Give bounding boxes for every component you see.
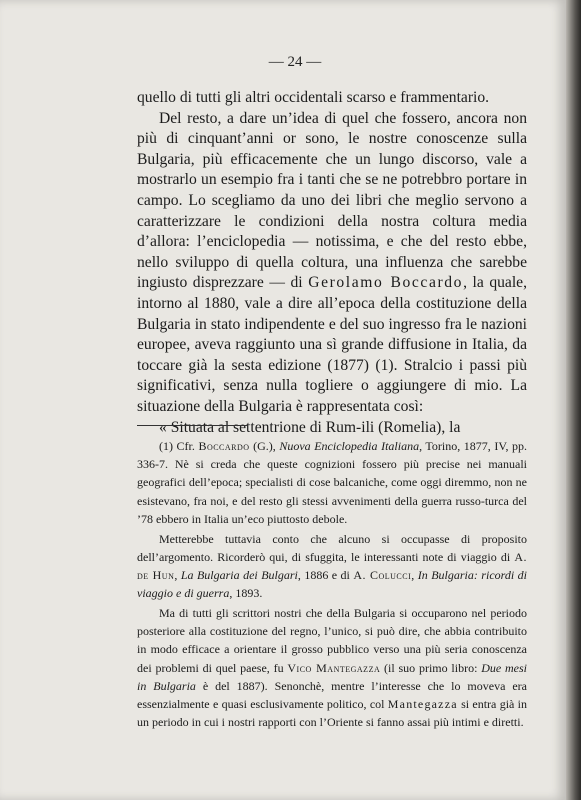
footnote-2-text-c: , 1886 e di [297,568,354,583]
footnote-1-author: Boccardo [198,439,250,453]
footnote-3-text-c: è del 1887). Senonchè, mentre l’interesse che lo moveva era essenzialmente e quasi esclusivamente politico, col [137,678,527,712]
footnote-1-text-b: (G.), [249,439,280,453]
footnote-3-text-b: (il suo primo libro: [380,660,482,675]
footnote-3-title: Due mesi in Bulgaria [137,660,527,693]
footnote-2-title-2: In Bulgaria: ricordi di viaggio e di guerra [137,568,527,601]
footnote-2-text-d: , [411,568,418,583]
footnote-3-name: Mantegazza [387,697,458,712]
page-number: — 24 — [268,54,322,70]
footnote-3-author: Vico Mantegazza [287,660,381,675]
author-name-boccardo: Gerolamo Boccardo [308,274,464,292]
paragraph-2-text-b: , la quale, intorno al 1880, vale a dire all’epoca della costituzione della Bulgaria in stato indipendente e del suo ingresso fra le nazioni europee, aveva raggiunto una sì grande diffusione in Italia, da toccare già la sesta edizione (1877) (1). Stralcio i passi più significativi, senza nulla togliere o aggiungere di mio. La situazione della Bulgaria è rappresentata così: [137,274,527,415]
paragraph-3: « Situata al settentrione di Rum-ili (Romelia), la [159,418,461,436]
footnotes [137,437,527,731]
footnote-2-text-b: , [174,568,181,583]
footnote-divider [137,425,247,426]
paragraph-2 [137,109,527,418]
footnote-2-text-e: , 1893. [229,586,263,601]
paragraph-2-text-a: Del resto, a dare un’idea di quel che fossero, ancora non più di cinquant’anni or sono, le nostre conoscenze sulla Bulgaria, più efficacemente che un lungo discorso, vale a mostrarlo un esempio fra i tanti che se ne potrebbro portare in campo. Lo scegliamo da uno dei libri che meglio servono a caratterizzare le condizioni della nostra coltura media d’allora: l’enciclopedia — notissima, e che del resto ebbe, nello sviluppo di quella coltura, una influenza che sarebbe ingiusto disprezzare — di [137,109,527,292]
footnote-3-text-a: Ma di tutti gli scrittori nostri che della Bulgaria si occuparono nel periodo posteriore alla costituzione del regno, l’unico, si può dire, che abbia contribuito in modo efficace a orientare il grosso pubblico verso una più seria conoscenza dei problemi di quel paese, fu [137,606,527,675]
footnote-3-text-d: si entra già in un periodo in cui i nostri rapporti con l’Oriente si fanno assai più intimi e diretti. [137,697,527,730]
footnote-3 [137,604,527,731]
footnote-2-text-a: Metterebbe tuttavia conto che alcuno si occupasse di proposito dell’argomento. Ricorderò qui, di sfuggita, le interessanti note di viaggio di [137,531,527,564]
footnote-1-text-c: , Torino, 1877, IV, pp. 336-7. Nè si creda che queste cognizioni fossero più precise nei manuali geografici dell’epoca; specialisti di cose balcaniche, come oggi diremmo, non ne esistevano, fra noi, e del resto gli stessi avvenimenti della guerra russo-turca del ’78 ebbero in Italia un’eco piuttosto debole. [137,439,527,526]
page-edge-shadow [566,0,581,800]
footnote-2-author-2: A. Colucci [353,568,412,583]
footnote-1-title: Nuova Enciclopedia Italiana [279,439,420,453]
footnote-2-author-1: A. de Hun [137,549,527,583]
footnote-1-marker: (1) Cfr. [159,439,199,453]
footnote-2-title-1: La Bulgaria dei Bulgari [180,568,298,583]
paragraph-1: quello di tutti gli altri occidentali scarso e frammentario. [137,89,490,106]
footnote-2 [137,530,527,603]
main-text [137,88,527,438]
footnote-1 [137,437,527,528]
